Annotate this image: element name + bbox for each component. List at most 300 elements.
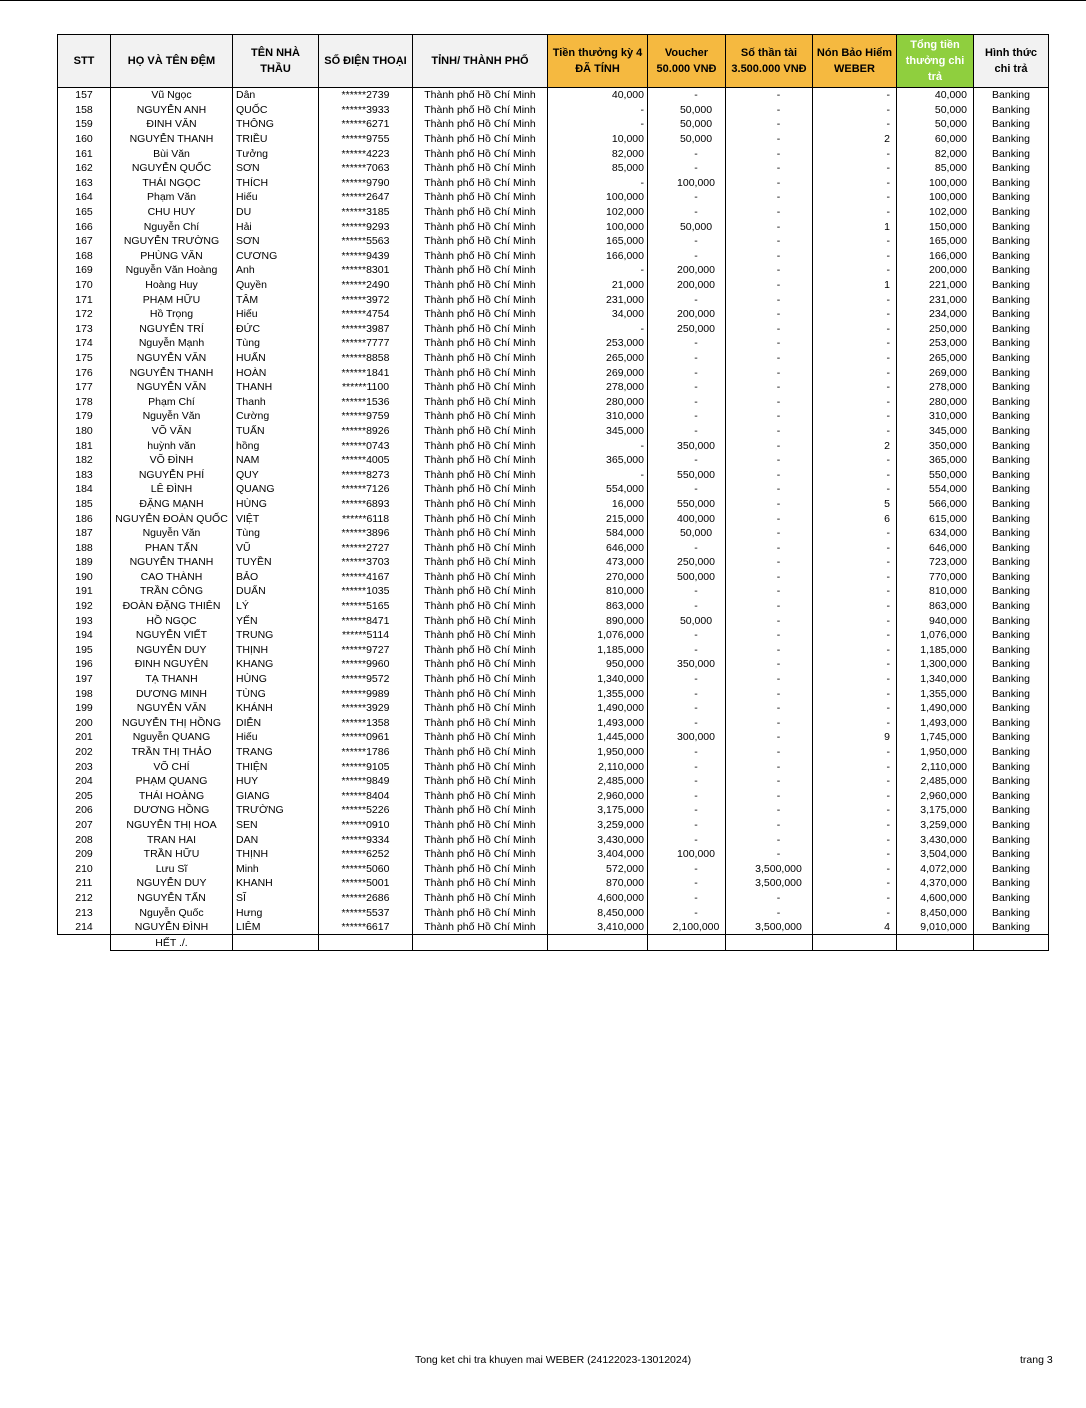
cell-tong-tien: 2,110,000: [897, 759, 974, 774]
cell-ten-nha-thau: KHÁNH: [233, 701, 319, 716]
cell-tinh-thanh-pho: Thành phố Hồ Chí Minh: [413, 570, 548, 585]
cell-so-than-tai: -: [726, 205, 813, 220]
cell-ten-nha-thau: DIỄN: [233, 716, 319, 731]
cell-ho-ten-dem: THÁI HOÀNG: [111, 789, 233, 804]
cell-ten-nha-thau: Tùng: [233, 526, 319, 541]
cell-tinh-thanh-pho: Thành phố Hồ Chí Minh: [413, 540, 548, 555]
cell-ho-ten-dem: NGUYỄN ANH: [111, 103, 233, 118]
cell-hinh-thuc: Banking: [974, 278, 1049, 293]
cell-voucher: -: [648, 672, 726, 687]
table-row: [58, 540, 1049, 555]
cell-so-than-tai: -: [726, 686, 813, 701]
cell-ho-ten-dem: Bùi Văn: [111, 146, 233, 161]
cell-tien-thuong: 278,000: [548, 380, 648, 395]
cell-non-bao-hiem: -: [813, 643, 897, 658]
cell-tinh-thanh-pho: Thành phố Hồ Chí Minh: [413, 146, 548, 161]
header-tinh-thanh-pho: TỈNH/ THÀNH PHỐ: [413, 35, 548, 88]
cell-so-than-tai: -: [726, 905, 813, 920]
table-row: [58, 482, 1049, 497]
cell-non-bao-hiem: -: [813, 803, 897, 818]
cell-so-than-tai: -: [726, 103, 813, 118]
cell-tinh-thanh-pho: Thành phố Hồ Chí Minh: [413, 409, 548, 424]
cell-tien-thuong: -: [548, 467, 648, 482]
cell-so-dien-thoai: ******0910: [319, 818, 413, 833]
cell-so-dien-thoai: ******5226: [319, 803, 413, 818]
cell-voucher: -: [648, 759, 726, 774]
cell-hinh-thuc: Banking: [974, 424, 1049, 439]
cell-voucher: 550,000: [648, 497, 726, 512]
cell-tinh-thanh-pho: Thành phố Hồ Chí Minh: [413, 905, 548, 920]
cell-ho-ten-dem: Vũ Ngọc: [111, 88, 233, 103]
table-row: [58, 424, 1049, 439]
cell-non-bao-hiem: -: [813, 365, 897, 380]
top-border-line: [0, 0, 1086, 1]
cell-hinh-thuc: Banking: [974, 146, 1049, 161]
cell-ho-ten-dem: NGUYỄN QUỐC: [111, 161, 233, 176]
table-row: [58, 789, 1049, 804]
cell-voucher: 550,000: [648, 467, 726, 482]
cell-voucher: 200,000: [648, 278, 726, 293]
cell-tien-thuong: 584,000: [548, 526, 648, 541]
cell-ten-nha-thau: HUẤN: [233, 351, 319, 366]
cell-stt: 186: [58, 511, 111, 526]
cell-hinh-thuc: Banking: [974, 803, 1049, 818]
cell-voucher: 250,000: [648, 555, 726, 570]
cell-ten-nha-thau: THANH: [233, 380, 319, 395]
cell-voucher: -: [648, 774, 726, 789]
cell-ten-nha-thau: CƯƠNG: [233, 249, 319, 264]
cell-so-dien-thoai: ******9439: [319, 249, 413, 264]
cell-tinh-thanh-pho: Thành phố Hồ Chí Minh: [413, 424, 548, 439]
cell-ten-nha-thau: Tùng: [233, 336, 319, 351]
cell-ho-ten-dem: NGUYỄN TẤN: [111, 891, 233, 906]
cell-tinh-thanh-pho: Thành phố Hồ Chí Minh: [413, 249, 548, 264]
table-row: [58, 672, 1049, 687]
cell-ho-ten-dem: ĐOÀN ĐẶNG THIÊN: [111, 599, 233, 614]
cell-stt: 192: [58, 599, 111, 614]
cell-stt: 214: [58, 920, 111, 935]
cell-ten-nha-thau: SƠN: [233, 234, 319, 249]
cell-tinh-thanh-pho: Thành phố Hồ Chí Minh: [413, 584, 548, 599]
cell-so-dien-thoai: ******8301: [319, 263, 413, 278]
cell-tinh-thanh-pho: Thành phố Hồ Chí Minh: [413, 730, 548, 745]
cell-hinh-thuc: Banking: [974, 351, 1049, 366]
cell-hinh-thuc: Banking: [974, 380, 1049, 395]
cell-ho-ten-dem: NGUYỄN ĐOÀN QUỐC: [111, 511, 233, 526]
cell-tong-tien: 2,960,000: [897, 789, 974, 804]
cell-tinh-thanh-pho: Thành phố Hồ Chí Minh: [413, 745, 548, 760]
cell-tien-thuong: 100,000: [548, 219, 648, 234]
cell-voucher: -: [648, 540, 726, 555]
cell-tong-tien: 4,370,000: [897, 876, 974, 891]
cell-ten-nha-thau: Dân: [233, 88, 319, 103]
cell-so-dien-thoai: ******9334: [319, 832, 413, 847]
cell-tien-thuong: 40,000: [548, 88, 648, 103]
cell-so-dien-thoai: ******3933: [319, 103, 413, 118]
cell-so-dien-thoai: ******2686: [319, 891, 413, 906]
cell-tien-thuong: -: [548, 176, 648, 191]
cell-non-bao-hiem: -: [813, 876, 897, 891]
cell-so-dien-thoai: ******6252: [319, 847, 413, 862]
cell-stt: 185: [58, 497, 111, 512]
cell-tong-tien: 166,000: [897, 249, 974, 264]
cell-tien-thuong: 269,000: [548, 365, 648, 380]
cell-stt: 181: [58, 438, 111, 453]
cell-tinh-thanh-pho: Thành phố Hồ Chí Minh: [413, 322, 548, 337]
cell-tinh-thanh-pho: Thành phố Hồ Chí Minh: [413, 336, 548, 351]
header-ho-ten-dem: HỌ VÀ TÊN ĐỆM: [111, 35, 233, 88]
cell-tong-tien: 3,259,000: [897, 818, 974, 833]
cell-tinh-thanh-pho: Thành phố Hồ Chí Minh: [413, 876, 548, 891]
cell-so-than-tai: -: [726, 234, 813, 249]
cell-tinh-thanh-pho: Thành phố Hồ Chí Minh: [413, 365, 548, 380]
cell-tinh-thanh-pho: Thành phố Hồ Chí Minh: [413, 628, 548, 643]
cell-ho-ten-dem: PHAN TẤN: [111, 540, 233, 555]
cell-so-than-tai: -: [726, 891, 813, 906]
cell-voucher: -: [648, 876, 726, 891]
cell-hinh-thuc: Banking: [974, 847, 1049, 862]
cell-tinh-thanh-pho: Thành phố Hồ Chí Minh: [413, 803, 548, 818]
cell-tong-tien: 723,000: [897, 555, 974, 570]
cell-hinh-thuc: Banking: [974, 759, 1049, 774]
cell-tinh-thanh-pho: Thành phố Hồ Chí Minh: [413, 861, 548, 876]
cell-so-dien-thoai: ******0961: [319, 730, 413, 745]
cell-so-dien-thoai: ******2647: [319, 190, 413, 205]
cell-so-than-tai: -: [726, 438, 813, 453]
cell-non-bao-hiem: 9: [813, 730, 897, 745]
cell-so-than-tai: -: [726, 278, 813, 293]
cell-so-than-tai: -: [726, 803, 813, 818]
cell-stt: 174: [58, 336, 111, 351]
cell-ho-ten-dem: huỳnh văn: [111, 438, 233, 453]
cell-tong-tien: 3,175,000: [897, 803, 974, 818]
table-row: [58, 219, 1049, 234]
cell-ho-ten-dem: VÕ VĂN: [111, 424, 233, 439]
cell-so-than-tai: -: [726, 351, 813, 366]
cell-ten-nha-thau: QUANG: [233, 482, 319, 497]
cell-tien-thuong: 231,000: [548, 292, 648, 307]
cell-hinh-thuc: Banking: [974, 818, 1049, 833]
cell-so-than-tai: -: [726, 219, 813, 234]
cell-non-bao-hiem: -: [813, 759, 897, 774]
cell-voucher: -: [648, 380, 726, 395]
table-row: [58, 263, 1049, 278]
cell-so-than-tai: -: [726, 467, 813, 482]
cell-tong-tien: 634,000: [897, 526, 974, 541]
cell-tinh-thanh-pho: Thành phố Hồ Chí Minh: [413, 117, 548, 132]
header-hinh-thuc: Hình thức chi trả: [974, 35, 1049, 88]
cell-tong-tien: 165,000: [897, 234, 974, 249]
empty-cell: [233, 935, 319, 951]
table-row: [58, 205, 1049, 220]
cell-hinh-thuc: Banking: [974, 832, 1049, 847]
cell-ten-nha-thau: Quyền: [233, 278, 319, 293]
cell-non-bao-hiem: -: [813, 905, 897, 920]
cell-ten-nha-thau: THỊNH: [233, 643, 319, 658]
cell-ho-ten-dem: NGUYỄN DUY: [111, 643, 233, 658]
cell-tong-tien: 365,000: [897, 453, 974, 468]
cell-ho-ten-dem: ĐINH VĂN: [111, 117, 233, 132]
cell-so-than-tai: -: [726, 643, 813, 658]
cell-tong-tien: 4,072,000: [897, 861, 974, 876]
cell-tinh-thanh-pho: Thành phố Hồ Chí Minh: [413, 380, 548, 395]
cell-tien-thuong: 365,000: [548, 453, 648, 468]
cell-so-dien-thoai: ******6271: [319, 117, 413, 132]
cell-ten-nha-thau: Hiếu: [233, 190, 319, 205]
table-row: [58, 438, 1049, 453]
cell-so-dien-thoai: ******9105: [319, 759, 413, 774]
cell-so-dien-thoai: ******9960: [319, 657, 413, 672]
cell-voucher: -: [648, 905, 726, 920]
cell-hinh-thuc: Banking: [974, 249, 1049, 264]
cell-so-than-tai: -: [726, 613, 813, 628]
cell-stt: 172: [58, 307, 111, 322]
cell-so-dien-thoai: ******3972: [319, 292, 413, 307]
cell-so-dien-thoai: ******5060: [319, 861, 413, 876]
cell-so-dien-thoai: ******7777: [319, 336, 413, 351]
cell-so-than-tai: -: [726, 292, 813, 307]
cell-stt: 173: [58, 322, 111, 337]
cell-ten-nha-thau: VŨ: [233, 540, 319, 555]
cell-voucher: 500,000: [648, 570, 726, 585]
cell-voucher: 200,000: [648, 263, 726, 278]
cell-hinh-thuc: Banking: [974, 453, 1049, 468]
cell-tien-thuong: 165,000: [548, 234, 648, 249]
cell-non-bao-hiem: -: [813, 745, 897, 760]
table-row: [58, 599, 1049, 614]
cell-stt: 171: [58, 292, 111, 307]
cell-ho-ten-dem: NGUYỄN PHÍ: [111, 467, 233, 482]
cell-non-bao-hiem: -: [813, 351, 897, 366]
cell-tien-thuong: 280,000: [548, 394, 648, 409]
cell-voucher: -: [648, 146, 726, 161]
table-row: [58, 745, 1049, 760]
cell-tong-tien: 265,000: [897, 351, 974, 366]
cell-tien-thuong: 253,000: [548, 336, 648, 351]
cell-ho-ten-dem: PHẠM HỮU: [111, 292, 233, 307]
cell-stt: 212: [58, 891, 111, 906]
cell-ho-ten-dem: TRẦN HỮU: [111, 847, 233, 862]
table-row: [58, 643, 1049, 658]
cell-tinh-thanh-pho: Thành phố Hồ Chí Minh: [413, 307, 548, 322]
cell-stt: 195: [58, 643, 111, 658]
cell-tong-tien: 50,000: [897, 117, 974, 132]
cell-ho-ten-dem: LÊ ĐÌNH: [111, 482, 233, 497]
table-row: [58, 774, 1049, 789]
cell-hinh-thuc: Banking: [974, 686, 1049, 701]
table-row: [58, 511, 1049, 526]
cell-voucher: -: [648, 628, 726, 643]
cell-stt: 197: [58, 672, 111, 687]
cell-so-dien-thoai: ******8273: [319, 467, 413, 482]
cell-so-dien-thoai: ******4754: [319, 307, 413, 322]
cell-so-dien-thoai: ******3987: [319, 322, 413, 337]
cell-voucher: -: [648, 584, 726, 599]
cell-so-dien-thoai: ******1841: [319, 365, 413, 380]
cell-so-than-tai: -: [726, 482, 813, 497]
cell-hinh-thuc: Banking: [974, 117, 1049, 132]
cell-tinh-thanh-pho: Thành phố Hồ Chí Minh: [413, 789, 548, 804]
cell-so-dien-thoai: ******3703: [319, 555, 413, 570]
cell-tong-tien: 615,000: [897, 511, 974, 526]
cell-stt: 193: [58, 613, 111, 628]
cell-non-bao-hiem: 1: [813, 278, 897, 293]
cell-non-bao-hiem: -: [813, 190, 897, 205]
cell-tinh-thanh-pho: Thành phố Hồ Chí Minh: [413, 759, 548, 774]
cell-ho-ten-dem: Phạm Chí: [111, 394, 233, 409]
cell-tinh-thanh-pho: Thành phố Hồ Chí Minh: [413, 161, 548, 176]
table-row: [58, 701, 1049, 716]
cell-voucher: 300,000: [648, 730, 726, 745]
cell-hinh-thuc: Banking: [974, 599, 1049, 614]
cell-so-dien-thoai: ******9790: [319, 176, 413, 191]
cell-stt: 159: [58, 117, 111, 132]
cell-ho-ten-dem: NGUYỄN THỊ HỒNG: [111, 716, 233, 731]
cell-tinh-thanh-pho: Thành phố Hồ Chí Minh: [413, 292, 548, 307]
cell-ho-ten-dem: PHÙNG VĂN: [111, 249, 233, 264]
cell-hinh-thuc: Banking: [974, 438, 1049, 453]
cell-voucher: -: [648, 716, 726, 731]
table-row: [58, 103, 1049, 118]
table-row: [58, 292, 1049, 307]
cell-stt: 202: [58, 745, 111, 760]
cell-tien-thuong: 810,000: [548, 584, 648, 599]
cell-non-bao-hiem: -: [813, 307, 897, 322]
cell-tong-tien: 3,430,000: [897, 832, 974, 847]
cell-tien-thuong: 1,340,000: [548, 672, 648, 687]
cell-ho-ten-dem: Phạm Văn: [111, 190, 233, 205]
table-row: [58, 818, 1049, 833]
cell-hinh-thuc: Banking: [974, 891, 1049, 906]
cell-ten-nha-thau: DU: [233, 205, 319, 220]
cell-ten-nha-thau: DUẨN: [233, 584, 319, 599]
cell-tien-thuong: 554,000: [548, 482, 648, 497]
footer-page-number: trang 3: [1020, 1354, 1053, 1366]
cell-tinh-thanh-pho: Thành phố Hồ Chí Minh: [413, 438, 548, 453]
cell-voucher: -: [648, 394, 726, 409]
cell-ho-ten-dem: Hồ Trọng: [111, 307, 233, 322]
cell-stt: 182: [58, 453, 111, 468]
cell-so-than-tai: -: [726, 730, 813, 745]
cell-tong-tien: 100,000: [897, 190, 974, 205]
cell-non-bao-hiem: -: [813, 322, 897, 337]
footer-title: Tong ket chi tra khuyen mai WEBER (24122023-13012024): [415, 1354, 692, 1366]
cell-non-bao-hiem: -: [813, 584, 897, 599]
cell-hinh-thuc: Banking: [974, 219, 1049, 234]
empty-cell: [897, 935, 974, 951]
table-row: [58, 832, 1049, 847]
cell-stt: 176: [58, 365, 111, 380]
cell-tong-tien: 269,000: [897, 365, 974, 380]
cell-tong-tien: 310,000: [897, 409, 974, 424]
cell-hinh-thuc: Banking: [974, 132, 1049, 147]
cell-ho-ten-dem: ĐẶNG MẠNH: [111, 497, 233, 512]
cell-non-bao-hiem: 6: [813, 511, 897, 526]
cell-tong-tien: 280,000: [897, 394, 974, 409]
cell-hinh-thuc: Banking: [974, 613, 1049, 628]
cell-so-than-tai: -: [726, 599, 813, 614]
cell-tien-thuong: 1,185,000: [548, 643, 648, 658]
cell-so-than-tai: -: [726, 409, 813, 424]
cell-hinh-thuc: Banking: [974, 701, 1049, 716]
cell-ten-nha-thau: THÔNG: [233, 117, 319, 132]
cell-non-bao-hiem: -: [813, 818, 897, 833]
cell-ho-ten-dem: NGUYỄN THANH: [111, 555, 233, 570]
cell-voucher: -: [648, 891, 726, 906]
cell-so-than-tai: -: [726, 336, 813, 351]
table-row: [58, 759, 1049, 774]
cell-tinh-thanh-pho: Thành phố Hồ Chí Minh: [413, 716, 548, 731]
cell-non-bao-hiem: -: [813, 774, 897, 789]
cell-hinh-thuc: Banking: [974, 526, 1049, 541]
cell-tien-thuong: 345,000: [548, 424, 648, 439]
cell-tong-tien: 350,000: [897, 438, 974, 453]
cell-tinh-thanh-pho: Thành phố Hồ Chí Minh: [413, 613, 548, 628]
cell-tinh-thanh-pho: Thành phố Hồ Chí Minh: [413, 234, 548, 249]
cell-ho-ten-dem: ĐINH NGUYÊN: [111, 657, 233, 672]
cell-tinh-thanh-pho: Thành phố Hồ Chí Minh: [413, 511, 548, 526]
cell-so-dien-thoai: ******4223: [319, 146, 413, 161]
cell-so-than-tai: -: [726, 424, 813, 439]
cell-tien-thuong: 265,000: [548, 351, 648, 366]
table-row: [58, 365, 1049, 380]
cell-stt: 180: [58, 424, 111, 439]
table-row: [58, 847, 1049, 862]
cell-voucher: -: [648, 745, 726, 760]
cell-non-bao-hiem: -: [813, 613, 897, 628]
cell-tong-tien: 646,000: [897, 540, 974, 555]
table-row: [58, 628, 1049, 643]
cell-ten-nha-thau: TRUNG: [233, 628, 319, 643]
cell-ho-ten-dem: Nguyễn Mạnh: [111, 336, 233, 351]
cell-ten-nha-thau: THÍCH: [233, 176, 319, 191]
cell-so-than-tai: -: [726, 584, 813, 599]
cell-so-dien-thoai: ******2727: [319, 540, 413, 555]
cell-so-than-tai: -: [726, 380, 813, 395]
cell-hinh-thuc: Banking: [974, 643, 1049, 658]
cell-tong-tien: 60,000: [897, 132, 974, 147]
cell-ho-ten-dem: Nguyễn QUANG: [111, 730, 233, 745]
cell-non-bao-hiem: -: [813, 672, 897, 687]
cell-tinh-thanh-pho: Thành phố Hồ Chí Minh: [413, 818, 548, 833]
cell-so-dien-thoai: ******6893: [319, 497, 413, 512]
cell-tong-tien: 1,076,000: [897, 628, 974, 643]
cell-so-than-tai: -: [726, 249, 813, 264]
cell-tien-thuong: 3,410,000: [548, 920, 648, 935]
cell-tien-thuong: 863,000: [548, 599, 648, 614]
cell-tien-thuong: 572,000: [548, 861, 648, 876]
cell-stt: 198: [58, 686, 111, 701]
cell-stt: 187: [58, 526, 111, 541]
cell-tien-thuong: 2,485,000: [548, 774, 648, 789]
cell-tinh-thanh-pho: Thành phố Hồ Chí Minh: [413, 132, 548, 147]
empty-cell: [413, 935, 548, 951]
cell-stt: 184: [58, 482, 111, 497]
cell-ho-ten-dem: Lưu Sĩ: [111, 861, 233, 876]
cell-ho-ten-dem: NGUYỄN THỊ HOA: [111, 818, 233, 833]
cell-ho-ten-dem: VÕ ĐÌNH: [111, 453, 233, 468]
cell-non-bao-hiem: -: [813, 832, 897, 847]
cell-tinh-thanh-pho: Thành phố Hồ Chí Minh: [413, 643, 548, 658]
cell-tong-tien: 150,000: [897, 219, 974, 234]
cell-so-than-tai: -: [726, 497, 813, 512]
cell-tien-thuong: 870,000: [548, 876, 648, 891]
cell-tien-thuong: 10,000: [548, 132, 648, 147]
cell-tien-thuong: 102,000: [548, 205, 648, 220]
cell-non-bao-hiem: 5: [813, 497, 897, 512]
cell-so-than-tai: -: [726, 453, 813, 468]
cell-ho-ten-dem: Nguyễn Chí: [111, 219, 233, 234]
